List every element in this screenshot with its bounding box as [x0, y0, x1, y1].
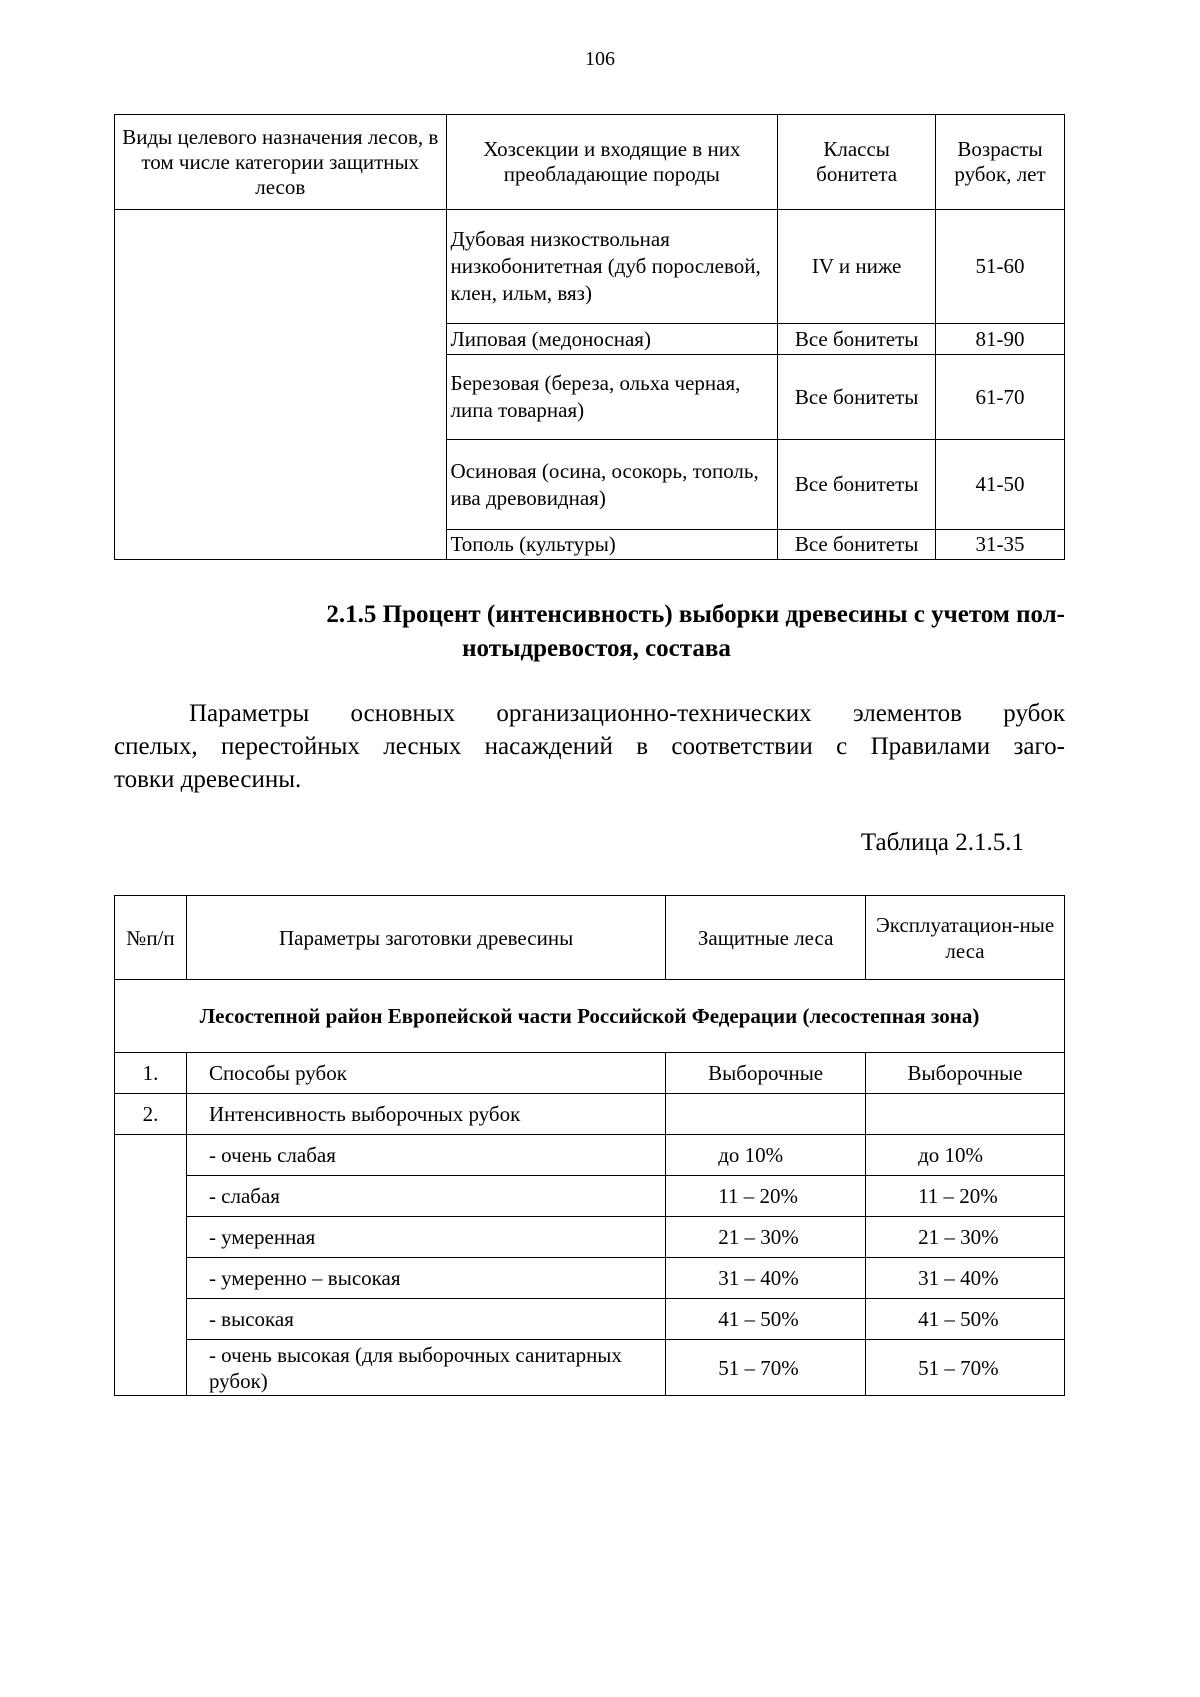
site-class-cell: IV и ниже: [778, 210, 936, 324]
cutting-age-cell: 31-35: [936, 530, 1065, 560]
parameter-cell: - очень слабая: [186, 1135, 665, 1176]
row-number: 1.: [115, 1053, 187, 1094]
table-row: [115, 1299, 1065, 1340]
table-row: [115, 1135, 1065, 1176]
region-title: Лесостепной район Европейской части Российской Федерации (лесостепная зона): [115, 980, 1065, 1053]
header-parameters: Параметры заготовки древесины: [186, 896, 665, 980]
table-caption: Таблица 2.1.5.1: [860, 829, 1024, 856]
header-exploitation-forests: Эксплуатацион-ные леса: [866, 896, 1065, 980]
table-row: [115, 1053, 1065, 1094]
table-section-row: [115, 980, 1065, 1053]
header-site-class: Классы бонитета: [778, 115, 936, 210]
protective-value: 11 – 20%: [666, 1176, 866, 1217]
cutting-age-cell: 81-90: [936, 324, 1065, 355]
exploitation-value: до 10%: [866, 1135, 1065, 1176]
table-row: [115, 1094, 1065, 1135]
species-cell: Осиновая (осина, осокорь, тополь, ива древовидная): [446, 440, 778, 530]
exploitation-value: 31 – 40%: [866, 1258, 1065, 1299]
heading-line-2: нотыдревостоя, состава: [462, 635, 731, 662]
site-class-cell: Все бонитеты: [778, 530, 936, 560]
parameter-cell: Интенсивность выборочных рубок: [186, 1094, 665, 1135]
site-class-cell: Все бонитеты: [778, 355, 936, 440]
species-cell: Дубовая низкоствольная низкобонитетная (дуб порослевой, клен, ильм, вяз): [446, 210, 778, 324]
heading-line-1: 2.1.5 Процент (интенсивность) выборки древесины с учетом пол-: [326, 601, 1065, 628]
table-row: [115, 1217, 1065, 1258]
species-cell: Липовая (медоносная): [446, 324, 778, 355]
paragraph-line-3: товки древесины.: [114, 766, 302, 793]
protective-value: до 10%: [666, 1135, 866, 1176]
protective-value: 31 – 40%: [666, 1258, 866, 1299]
table-header-row: [115, 115, 1065, 210]
forest-age-table: [114, 114, 1065, 560]
parameter-cell: - очень высокая (для выборочных санитарных рубок): [186, 1340, 665, 1396]
body-paragraph: [114, 697, 1065, 796]
exploitation-value: Выборочные: [866, 1053, 1065, 1094]
species-cell: Березовая (береза, ольха черная, липа товарная): [446, 355, 778, 440]
species-cell: Тополь (культуры): [446, 530, 778, 560]
header-cutting-age: Возрасты рубок, лет: [936, 115, 1065, 210]
harvest-parameters-table: [114, 895, 1065, 1396]
table-row: [115, 1340, 1065, 1396]
header-number: №п/п: [115, 896, 187, 980]
parameter-cell: - умеренно – высокая: [186, 1258, 665, 1299]
protective-value: Выборочные: [666, 1053, 866, 1094]
cutting-age-cell: 41-50: [936, 440, 1065, 530]
parameter-cell: - слабая: [186, 1176, 665, 1217]
exploitation-value: 51 – 70%: [866, 1340, 1065, 1396]
table-row: [115, 1258, 1065, 1299]
header-protective-forests: Защитные леса: [666, 896, 866, 980]
cutting-age-cell: 51-60: [936, 210, 1065, 324]
cutting-age-cell: 61-70: [936, 355, 1065, 440]
forest-purpose-cell: [115, 210, 447, 560]
protective-value: [666, 1094, 866, 1135]
exploitation-value: 11 – 20%: [866, 1176, 1065, 1217]
parameter-cell: - умеренная: [186, 1217, 665, 1258]
exploitation-value: [866, 1094, 1065, 1135]
table-row: [115, 1176, 1065, 1217]
site-class-cell: Все бонитеты: [778, 324, 936, 355]
paragraph-line-1: Параметры основных организационно-технических элементов рубок: [189, 700, 1065, 727]
exploitation-value: 41 – 50%: [866, 1299, 1065, 1340]
protective-value: 51 – 70%: [666, 1340, 866, 1396]
row-number: 2.: [115, 1094, 187, 1135]
table-header-row: [115, 896, 1065, 980]
header-forest-purpose: Виды целевого назначения лесов, в том числе категории защитных лесов: [115, 115, 447, 210]
row-number: [115, 1135, 187, 1396]
protective-value: 21 – 30%: [666, 1217, 866, 1258]
table-row: [115, 210, 1065, 324]
header-species: Хозсекции и входящие в них преобладающие породы: [446, 115, 778, 210]
site-class-cell: Все бонитеты: [778, 440, 936, 530]
page-number: 106: [585, 48, 615, 70]
section-heading: [114, 598, 1065, 666]
parameter-cell: Способы рубок: [186, 1053, 665, 1094]
paragraph-line-2: спелых, перестойных лесных насаждений в соответствии с Правилами заго-: [114, 733, 1065, 760]
parameter-cell: - высокая: [186, 1299, 665, 1340]
exploitation-value: 21 – 30%: [866, 1217, 1065, 1258]
protective-value: 41 – 50%: [666, 1299, 866, 1340]
